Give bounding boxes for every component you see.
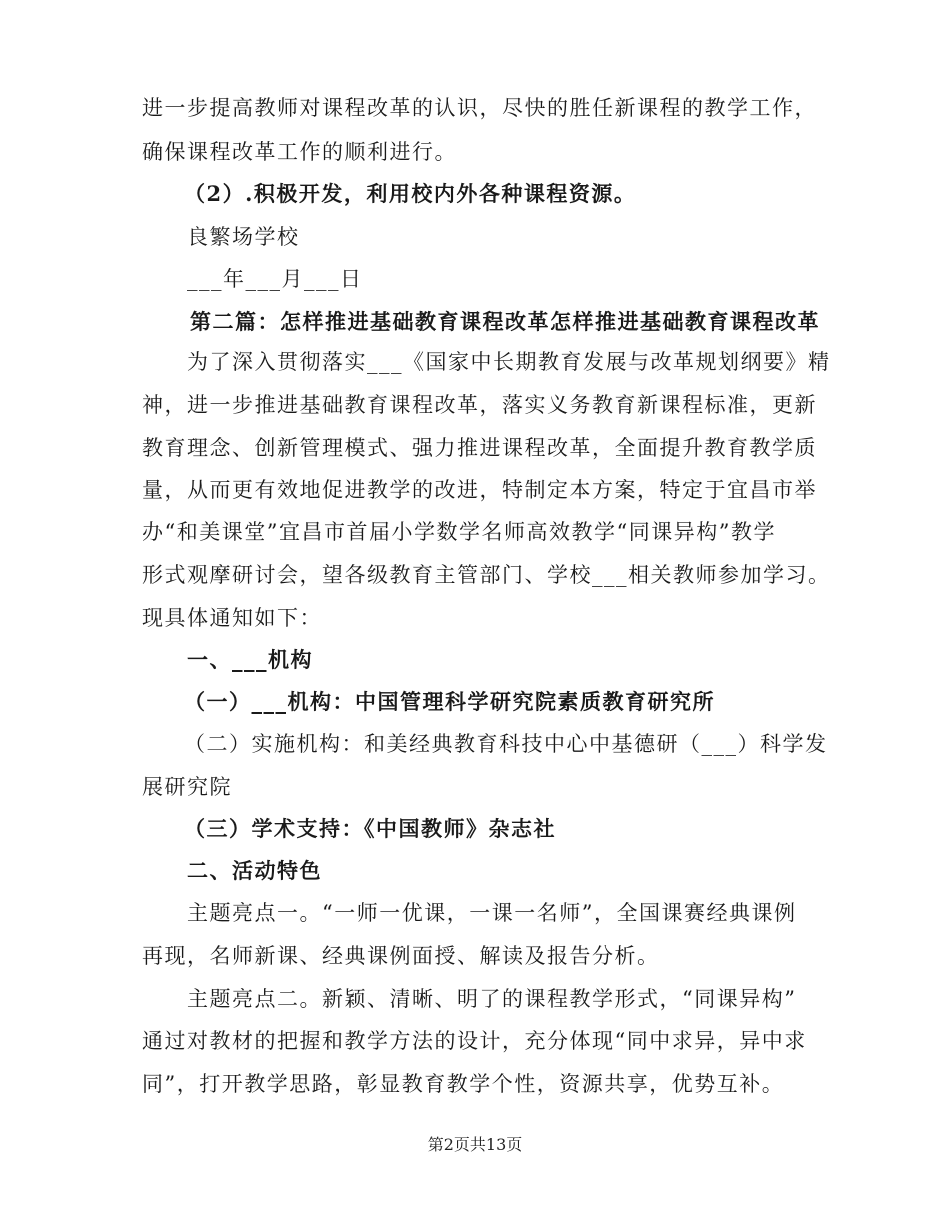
body-text-line: 量，从而更有效地促进教学的改进，特制定本方案，特定于宜昌市举 <box>142 478 817 502</box>
date-line: ___年___月___日 <box>187 267 363 291</box>
section-subheading: （2）.积极开发，利用校内外各种课程资源。 <box>184 181 637 206</box>
body-text-line: 确保课程改革工作的顺利进行。 <box>142 140 457 164</box>
body-text-line: 再现，名师新课、经典课例面授、解读及报告分析。 <box>142 944 660 968</box>
page-number-footer: 第2页共13页 <box>427 1135 523 1154</box>
body-text-line: 主题亮点二。新颖、清晰、明了的课程教学形式，“同课异构” <box>187 987 797 1011</box>
body-text-line: 神，进一步推进基础教育课程改革，落实义务教育新课程标准，更新 <box>142 393 817 417</box>
body-text-line: 现具体通知如下： <box>142 606 322 630</box>
body-text-line: 为了深入贯彻落实___《国家中长期教育发展与改革规划纲要》精 <box>187 350 831 374</box>
chapter-heading: 第二篇：怎样推进基础教育课程改革怎样推进基础教育课程改革 <box>190 309 820 334</box>
body-text-line: 同”，打开教学思路，彰显教育教学个性，资源共享，优势互补。 <box>142 1072 785 1096</box>
body-text-line: 展研究院 <box>142 775 232 799</box>
body-text-line: 通过对教材的把握和教学方法的设计，充分体现“同中求异，异中求 <box>142 1029 807 1053</box>
body-text-line: 进一步提高教师对课程改革的认识，尽快的胜任新课程的教学工作， <box>142 96 817 120</box>
body-text-line: 形式观摩研讨会，望各级教育主管部门、学校___相关教师参加学习。 <box>142 563 831 587</box>
school-name: 良繁场学校 <box>187 225 300 249</box>
subsection-heading: （三）学术支持：《中国教师》杂志社 <box>184 816 556 841</box>
body-text-line: 教育理念、创新管理模式、强力推进课程改革，全面提升教育教学质 <box>142 436 817 460</box>
section-heading: 二、活动特色 <box>187 858 322 883</box>
body-text-line: 办“和美课堂”宜昌市首届小学数学名师高效教学“同课异构”教学 <box>142 520 776 544</box>
body-text-line: 主题亮点一。“一师一优课，一课一名师”，全国课赛经典课例 <box>187 901 797 925</box>
body-text-line: （二）实施机构：和美经典教育科技中心中基德研（___）科学发 <box>184 732 828 756</box>
subsection-heading: （一）___机构：中国管理科学研究院素质教育研究所 <box>184 689 715 714</box>
section-heading: 一、___机构 <box>187 647 313 672</box>
